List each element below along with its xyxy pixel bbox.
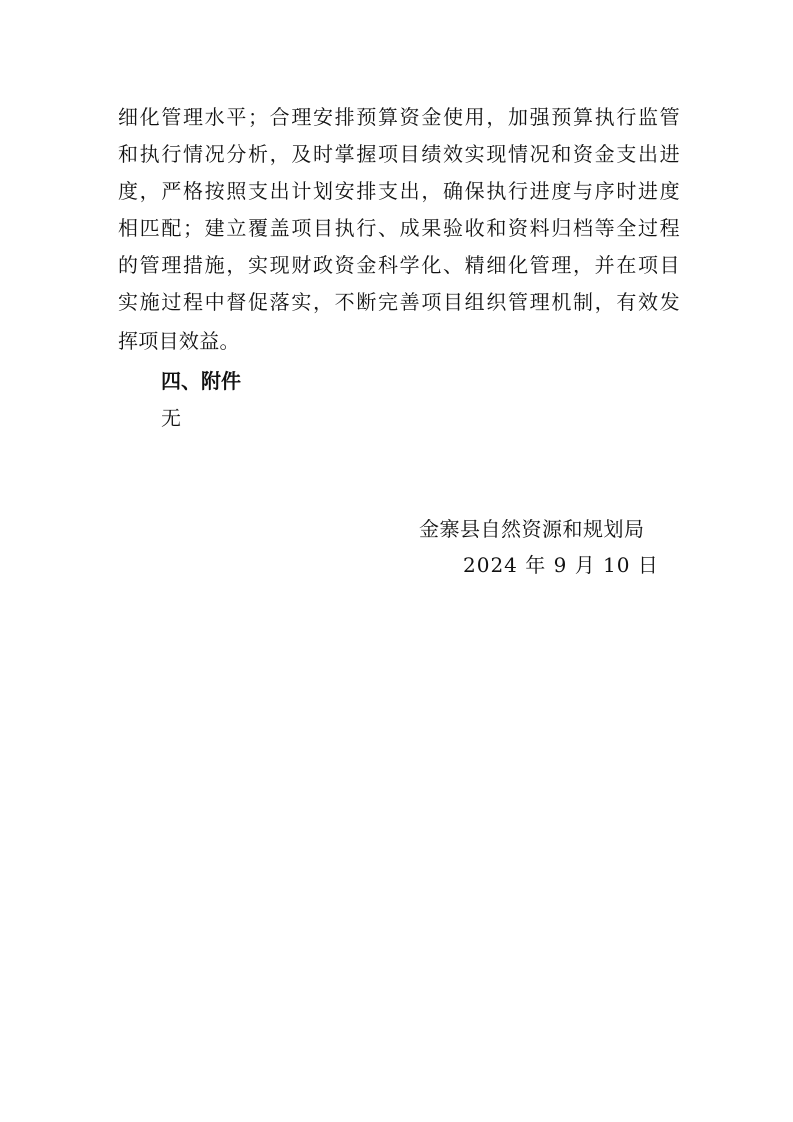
body-text-line: 的管理措施，实现财政资金科学化、精细化管理，并在项目	[118, 253, 680, 277]
attachments-heading: 四、附件	[161, 369, 241, 393]
body-text-line: 挥项目效益。	[118, 329, 240, 353]
signature-date: 2024 年 9 月 10 日	[463, 553, 659, 577]
body-text-line: 度，严格按照支出计划安排支出，确保执行进度与序时进度	[118, 179, 680, 203]
body-text-line: 相匹配；建立覆盖项目执行、成果验收和资料归档等全过程	[118, 216, 680, 240]
attachments-content: 无	[161, 406, 181, 430]
body-text-line: 和执行情况分析，及时掌握项目绩效实现情况和资金支出进	[118, 142, 680, 166]
body-text-line: 实施过程中督促落实，不断完善项目组织管理机制，有效发	[118, 290, 680, 314]
body-text-line: 细化管理水平；合理安排预算资金使用，加强预算执行监管	[118, 105, 680, 129]
signature-organization: 金寨县自然资源和规划局	[419, 517, 645, 541]
